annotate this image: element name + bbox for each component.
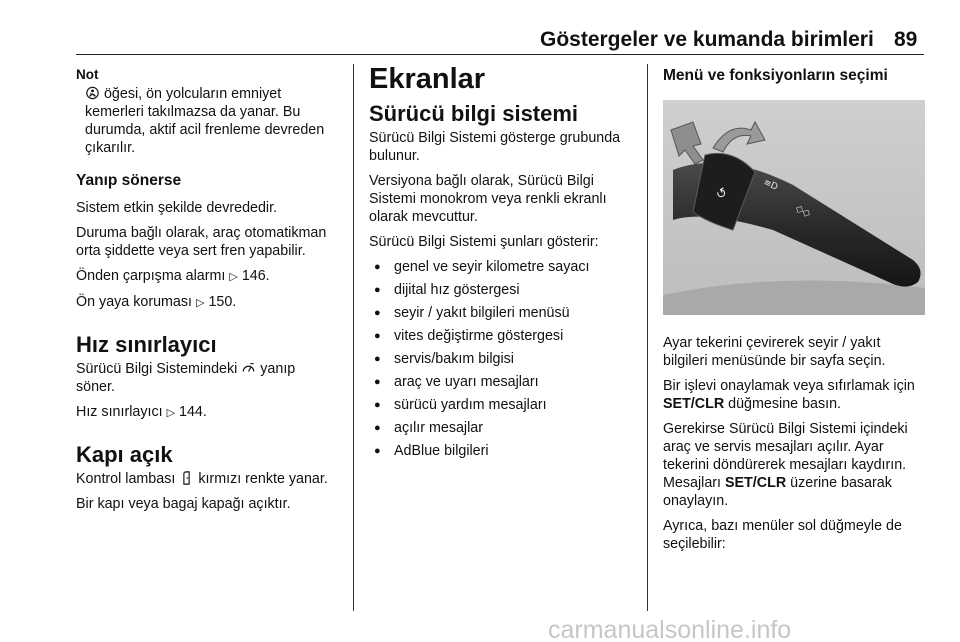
heading-door-open: Kapı açık (76, 442, 173, 467)
list-item: ● genel ve seyir kilometre sayacı (369, 258, 637, 276)
note-text: öğesi, ön yolcuların emniyet kemerleri takılmazsa da yanar. Bu durumda, aktif acil frenleme devreden çıkarılır. (85, 86, 325, 156)
watermark: carmanualsonline.info (548, 616, 792, 642)
note-box (76, 85, 338, 157)
paragraph-speed-limiter: Sürücü Bilgi Sistemindeki yanıp söner. (76, 361, 296, 395)
page-header-title: Göstergeler ve kumanda birimleri (540, 28, 874, 51)
speed-limiter-icon (241, 361, 256, 375)
triangle-right-icon: ▷ (196, 297, 205, 309)
heading-driver-info-system: Sürücü bilgi sistemi (369, 101, 579, 126)
paragraph-select-page: Ayar tekerini çevirerek seyir / yakıt bilgileri menüsünde bir sayfa seçin. (663, 335, 886, 369)
page-number: 89 (894, 28, 918, 51)
list-item: ● açılır mesajlar (369, 419, 637, 437)
svg-text:≡D: ≡D (761, 177, 780, 193)
paragraph-pedestrian: Ön yaya koruması ▷ 150. (76, 294, 237, 310)
column-left (76, 66, 338, 520)
triangle-right-icon: ▷ (166, 407, 176, 419)
list-item: ● servis/bakım bilgisi (369, 350, 637, 368)
column-divider-1 (353, 64, 354, 611)
page-ref: 150. (208, 294, 237, 310)
set-clr-label: SET/CLR (724, 475, 787, 491)
paragraph-door-lamp: Kontrol lambası kırmızı renkte yanar. (76, 471, 328, 487)
svg-text:◇◇: ◇◇ (793, 202, 813, 220)
heading-flashing: Yanıp sönerse (76, 172, 182, 189)
paragraph-location: Sürücü Bilgi Sistemi gösterge grubunda bulunur. (369, 130, 621, 164)
list-item: ● sürücü yardım mesajları (369, 396, 637, 414)
svg-text:↺: ↺ (713, 185, 731, 204)
paragraph-shows: Sürücü Bilgi Sistemi şunları gösterir: (369, 234, 599, 250)
heading-menu-selection: Menü ve fonksiyonların seçimi (663, 67, 888, 84)
paragraph-version: Versiyona bağlı olarak, Sürücü Bilgi Sistemi monokrom veya renkli ekranlı olarak mevcuttur. (369, 173, 607, 225)
list-item: ● dijital hız göstergesi (369, 281, 637, 299)
list-item: ● AdBlue bilgileri (369, 442, 637, 460)
list-item: ● araç ve uyarı mesajları (369, 373, 637, 391)
paragraph-door-info: Bir kapı veya bagaj kapağı açıktır. (76, 496, 291, 512)
paragraph-confirm: Bir işlevi onaylamak veya sıfırlamak için SET/CLR düğmesine basın. (663, 378, 915, 412)
seatbelt-person-icon (85, 86, 100, 100)
set-clr-label: SET/CLR (663, 396, 725, 412)
paragraph-speed-ref: Hız sınırlayıcı ▷ 144. (76, 404, 207, 420)
paragraph-brake: Duruma bağlı olarak, araç otomatikman orta şiddette veya sert fren yapabilir. (76, 225, 327, 259)
feature-list (369, 258, 637, 460)
note-label: Not (76, 67, 99, 82)
paragraph-messages: Gerekirse Sürücü Bilgi Sistemi içindeki araç ve servis mesajları açılır. Ayar tekerini döndürerek mesajları kaydırın. Mesajları SET/CLR üzerine basarak onaylayın. (663, 421, 908, 509)
paragraph-active: Sistem etkin şekilde devrededir. (76, 200, 278, 216)
column-middle (369, 63, 637, 465)
page-ref: 144. (179, 404, 207, 420)
column-divider-2 (647, 64, 648, 611)
heading-speed-limiter: Hız sınırlayıcı (76, 332, 217, 357)
heading-displays: Ekranlar (369, 63, 486, 95)
list-item: ● seyir / yakıt bilgileri menüsü (369, 304, 637, 322)
paragraph-collision-alert: Önden çarpışma alarmı ▷ 146. (76, 268, 270, 284)
list-item: ● vites değiştirme göstergesi (369, 327, 637, 345)
paragraph-left-button: Ayrıca, bazı menüler sol düğmeyle de seçilebilir: (663, 518, 902, 552)
column-right (663, 66, 927, 560)
triangle-right-icon: ▷ (229, 271, 238, 283)
page-ref: 146. (241, 268, 270, 284)
door-open-icon (179, 471, 194, 485)
header-divider (76, 54, 924, 55)
stalk-control-illustration (663, 100, 925, 315)
